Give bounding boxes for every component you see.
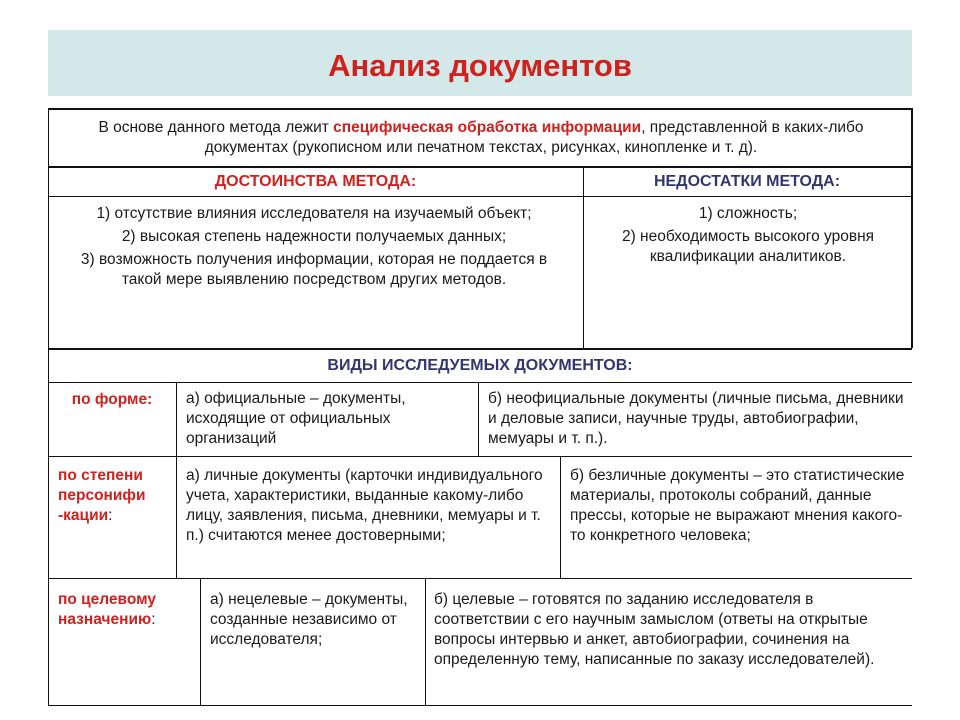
- table-divider: [48, 578, 912, 579]
- table-divider: [176, 382, 177, 456]
- advantage-item: 2) высокая степень надежности получаемых данных;: [121, 228, 507, 245]
- row-label-text: по степени персонифи -кации: [58, 467, 146, 524]
- row-label-colon: :: [151, 611, 156, 628]
- advantage-item: 3) возможность получения информации, которая не поддается в такой мере выявлению посредством других методов.: [80, 251, 548, 288]
- table-border-right: [911, 108, 913, 348]
- table-divider: [200, 578, 201, 706]
- table-divider: [478, 382, 479, 456]
- row-purpose-a: а) нецелевые – документы, созданные независимо от исследователя;: [210, 591, 408, 648]
- row-purpose-b: б) целевые – готовятся по заданию исследователя в соответствии с его научным замыслом (ответы на открытые вопросы интервью и анкет, автобиографии, сочинения на определенную тему, написанные по заказу исследователей).: [434, 591, 875, 668]
- table-divider: [48, 196, 912, 197]
- intro-highlight: специфическая обработка информации: [333, 119, 642, 136]
- intro-after: , представленной в каких-либо документах (рукописном или печатном текстах, рисунках, кинопленке и т. д).: [204, 119, 864, 156]
- table-divider: [48, 166, 912, 168]
- row-label-text: по целевому назначению: [58, 591, 157, 628]
- page-title: Анализ документов: [328, 48, 632, 83]
- types-header: ВИДЫ ИССЛЕДУЕМЫХ ДОКУМЕНТОВ:: [327, 357, 633, 374]
- table-divider: [425, 578, 426, 706]
- advantages-list: [64, 204, 564, 290]
- title-bar: [48, 30, 912, 96]
- table-border-left: [48, 108, 49, 706]
- row-label-colon: :: [108, 507, 113, 524]
- row-label-text: по форме: [71, 391, 148, 408]
- row-personification-b: б) безличные документы – это статистические материалы, протоколы собраний, данные прессы, которые не выражают мнения какого-то конкретного человека;: [570, 467, 905, 544]
- table-divider: [48, 456, 912, 457]
- row-form-b: б) неофициальные документы (личные письма, дневники и деловые записи, научные труды, автобиографии, мемуары и т. п.).: [488, 390, 904, 447]
- row-label-form: [52, 390, 172, 410]
- table-border-bottom: [48, 705, 912, 706]
- table-divider: [560, 456, 561, 578]
- table-divider: [48, 382, 912, 383]
- disadvantages-list: [590, 204, 906, 267]
- row-label-colon: :: [147, 391, 153, 408]
- advantage-item: 1) отсутствие влияния исследователя на изучаемый объект;: [96, 205, 532, 222]
- table-divider: [583, 166, 584, 348]
- table-divider: [48, 348, 912, 350]
- table-border-top: [48, 108, 912, 110]
- disadvantage-item: 1) сложность;: [698, 205, 798, 222]
- advantages-header: ДОСТОИНСТВА МЕТОДА:: [214, 173, 417, 190]
- intro-before: В основе данного метода лежит: [98, 119, 334, 136]
- intro-text: [56, 118, 906, 158]
- row-personification-a: а) личные документы (карточки индивидуального учета, характеристики, выданные какому-либо лицу, заявления, письма, дневники, мемуары и т. п.) считаются менее достоверными;: [186, 467, 543, 544]
- row-label-purpose: [58, 590, 196, 630]
- disadvantage-item: 2) необходимость высокого уровня квалификации аналитиков.: [621, 228, 875, 265]
- disadvantages-header: НЕДОСТАТКИ МЕТОДА:: [653, 173, 841, 190]
- table-divider: [176, 456, 177, 578]
- row-label-personification: [58, 466, 173, 526]
- row-form-a: а) официальные – документы, исходящие от официальных организаций: [186, 390, 406, 447]
